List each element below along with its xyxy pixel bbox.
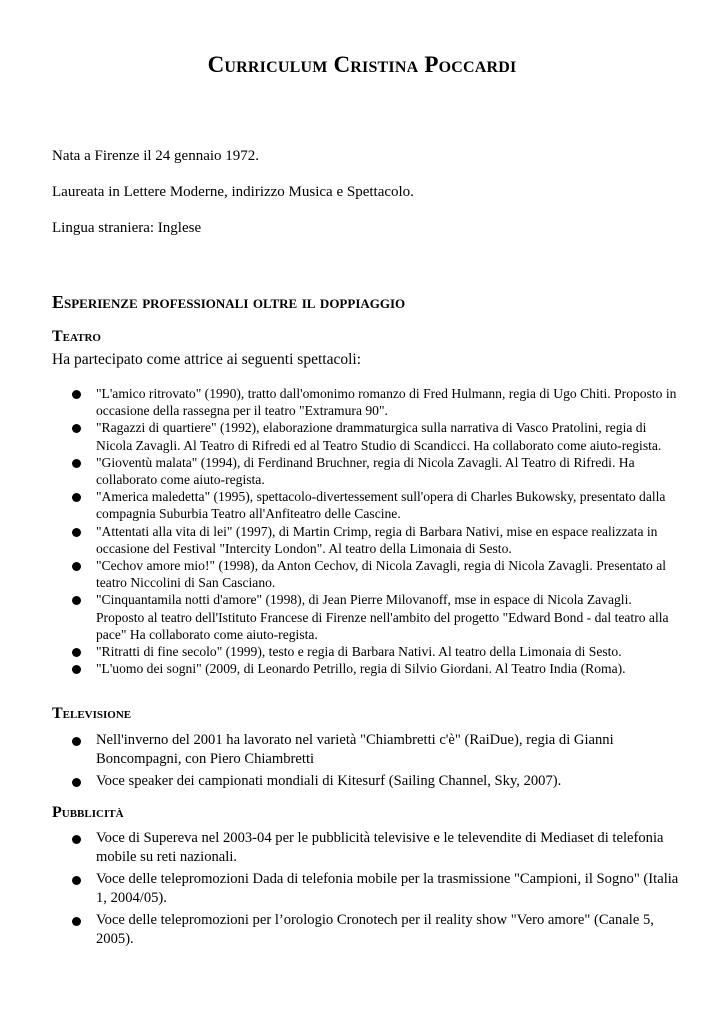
subheading-televisione: Televisione [52,705,132,722]
pubblicita-list [52,829,680,952]
teatro-list [52,385,680,677]
list-item: Voce speaker dei campionati mondiali di Kitesurf (Sailing Channel, Sky, 2007). [52,772,680,791]
document-title: Curriculum Cristina Poccardi [207,52,517,77]
birth-info: Nata a Firenze il 24 gennaio 1972. [52,148,260,164]
list-item: "Cinquantamila notti d'amore" (1998), di Jean Pierre Milovanoff, mse in espace di Nicola Zavagli. Proposto al teatro dell'Istituto Francese di Firenze nell'ambito del progetto "Edward Bond - dal teatro alla pace" Ha collaborato come aiuto-regista. [52,591,680,643]
list-item: Nell'inverno del 2001 ha lavorato nel varietà "Chiambretti c'è" (RaiDue), regia di Gianni Boncompagni, con Piero Chiambretti [52,731,680,769]
list-item: "L'uomo dei sogni" (2009, di Leonardo Petrillo, regia di Silvio Giordani. Al Teatro India (Roma). [52,660,680,677]
list-item: "America maledetta" (1995), spettacolo-divertessement sull'opera di Charles Bukowsky, presentato dalla compagnia Suburbia Teatro all'Anfiteatro delle Cascine. [52,488,680,522]
list-item: "L'amico ritrovato" (1990), tratto dall'omonimo romanzo di Fred Hulmann, regia di Ugo Chiti. Proposto in occasione della rassegna per il teatro "Extramura 90". [52,385,680,419]
list-item: Voce delle telepromozioni Dada di telefonia mobile per la trasmissione "Campioni, il Sogno" (Italia 1, 2004/05). [52,870,680,908]
subheading-pubblicita: Pubblicità [52,804,124,821]
list-item: Voce delle telepromozioni per l’orologio Cronotech per il reality show "Vero amore" (Canale 5, 2005). [52,911,680,949]
list-item: "Ritratti di fine secolo" (1999), testo e regia di Barbara Nativi. Al teatro della Limonaia di Sesto. [52,643,680,660]
televisione-list [52,731,680,794]
list-item: "Gioventù malata" (1994), di Ferdinand Bruchner, regia di Nicola Zavagli. Al Teatro di Rifredi. Ha collaborato come aiuto-regista. [52,454,680,488]
list-item: "Cechov amore mio!" (1998), da Anton Cechov, di Nicola Zavagli, regia di Nicola Zavagli. Presentato al teatro Niccolini di San Casciano. [52,557,680,591]
teatro-lead: Ha partecipato come attrice ai seguenti spettacoli: [52,351,362,368]
list-item: "Ragazzi di quartiere" (1992), elaborazione drammaturgica sulla narrativa di Vasco Pratolini, regia di Nicola Zavagli. Al Teatro di Rifredi ed al Teatro Studio di Scandicci. Ha collaborato come aiuto-regista. [52,419,680,453]
list-item: Voce di Supereva nel 2003-04 per le pubblicità televisive e le televendite di Mediaset di telefonia mobile su reti nazionali. [52,829,680,867]
language-info: Lingua straniera: Inglese [52,220,202,236]
section-heading-professional: Esperienze professionali oltre il doppiaggio [52,292,406,312]
subheading-teatro: Teatro [52,328,101,345]
list-item: "Attentati alla vita di lei" (1997), di Martin Crimp, regia di Barbara Nativi, mise en espace realizzata in occasione del Festival "Intercity London". Al teatro della Limonaia di Sesto. [52,523,680,557]
education-info: Laureata in Lettere Moderne, indirizzo Musica e Spettacolo. [52,184,414,200]
